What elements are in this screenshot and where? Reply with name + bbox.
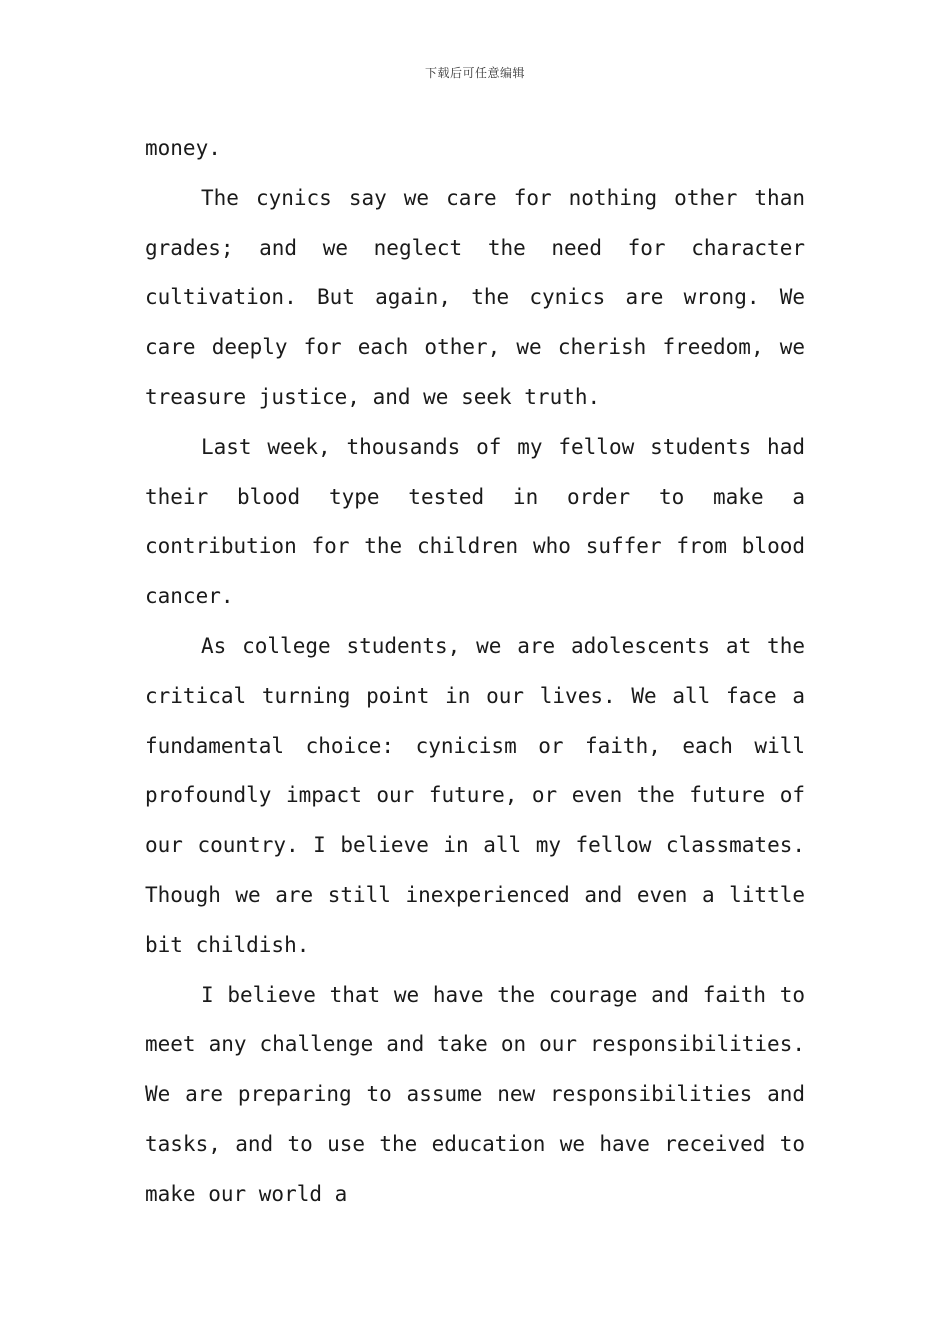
paragraph-cynics: The cynics say we care for nothing other than grades; and we neglect the need for character cultivation. But again, the cynics are wrong. We care deeply for each other, we cherish freedom, we treasure justice, and we seek truth. <box>145 185 805 409</box>
paragraph-blood-test: Last week, thousands of my fellow students had their blood type tested in order to make a contribution for the children who suffer from blood cancer. <box>145 434 805 609</box>
paragraph-courage: I believe that we have the courage and faith to meet any challenge and take on our responsibilities. We are preparing to assume new responsibilities and tasks, and to use the education we have received to make our world a <box>145 982 805 1206</box>
document-body <box>145 124 805 1220</box>
page-header: 下载后可任意编辑 <box>424 66 525 80</box>
paragraph-college-students: As college students, we are adolescents at the critical turning point in our lives. We all face a fundamental choice: cynicism or faith, each will profoundly impact our future, or even the future of our country. I believe in all my fellow classmates. Though we are still inexperienced and even a little bit childish. <box>145 633 805 957</box>
paragraph-continuation: money. <box>145 136 221 160</box>
